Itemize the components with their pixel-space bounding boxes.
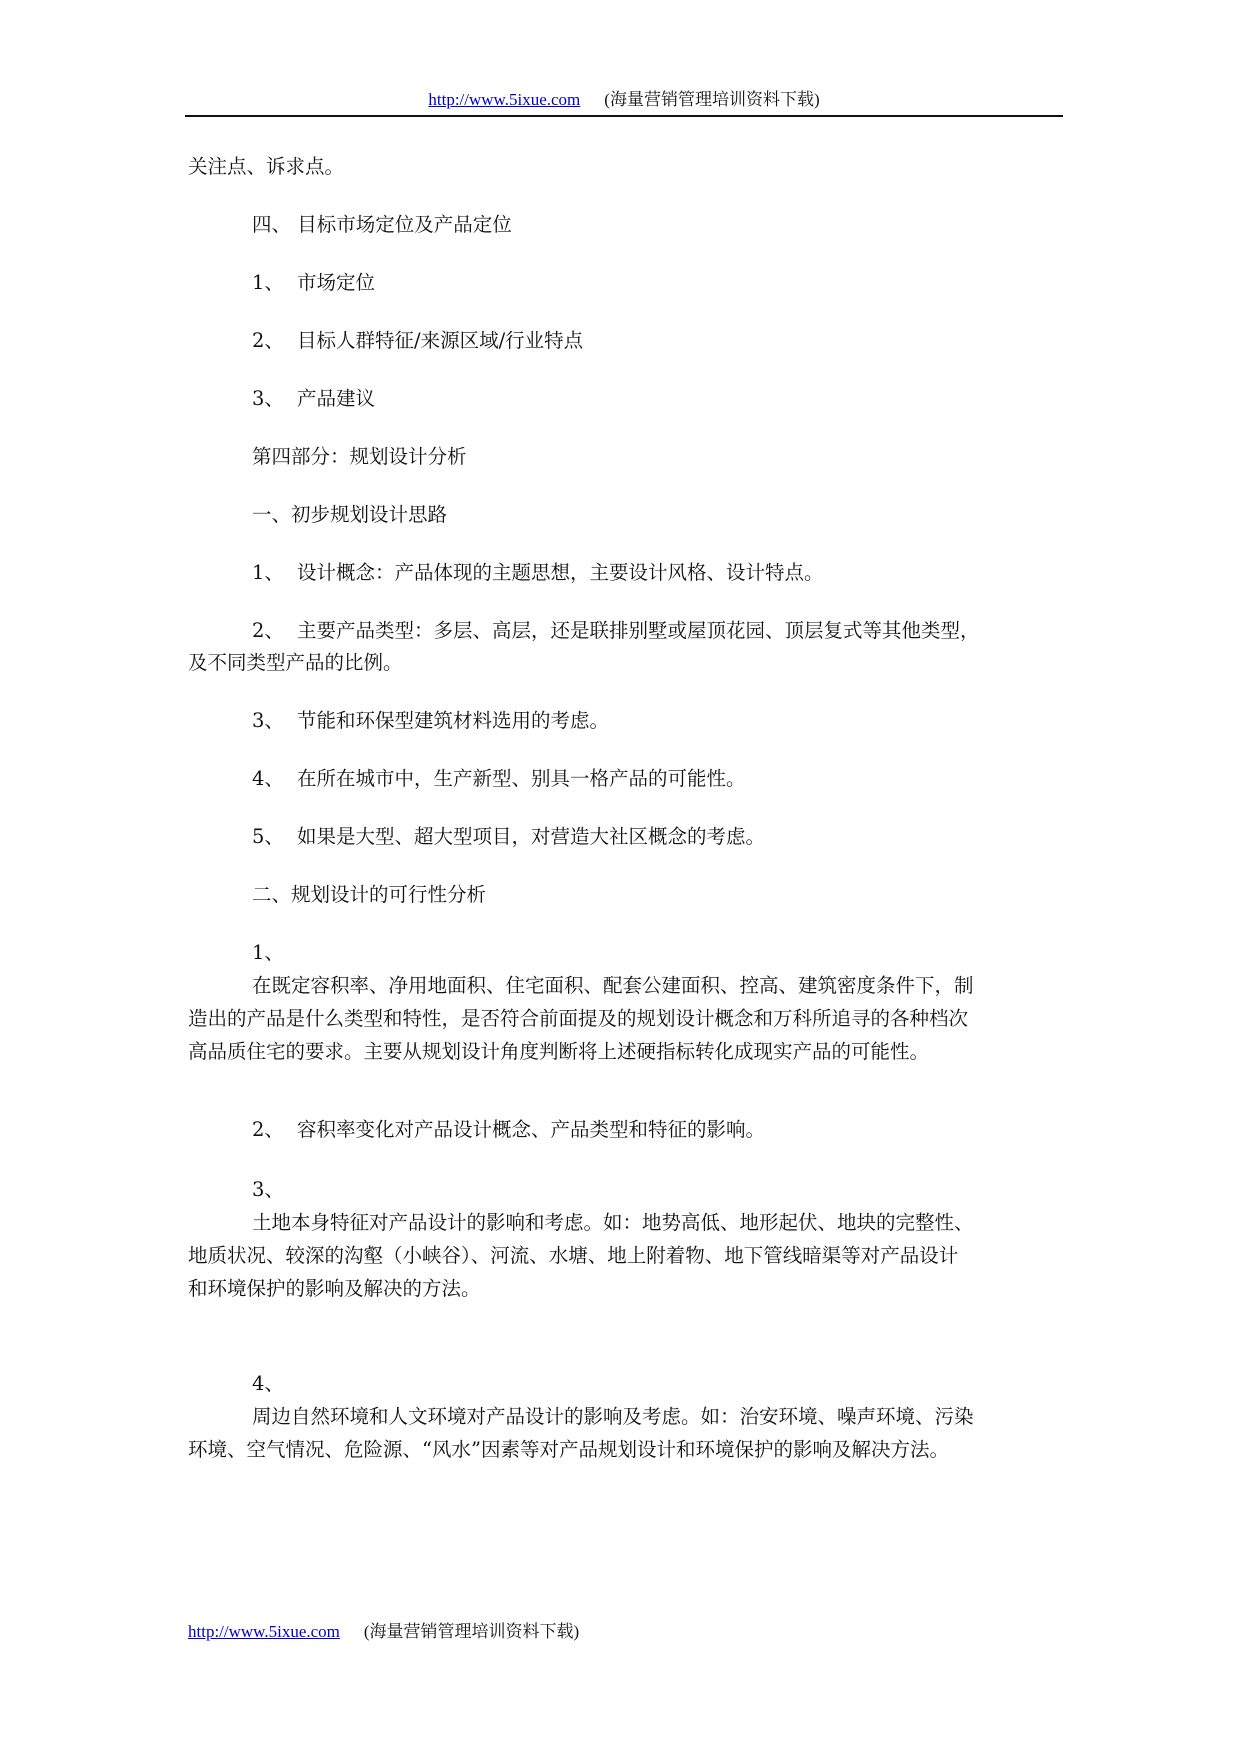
list-text-continuation: 及不同类型产品的比例。 [188,651,403,674]
paragraph-line: 和环境保护的影响及解决的方法。 [188,1277,481,1300]
list-number: 3、 [252,709,284,732]
paragraph-line: 环境、空气情况、危险源、“风水”因素等对产品规划设计和环境保护的影响及解决方法。 [188,1438,949,1461]
list-number: 4、 [252,767,284,790]
list-text: 产品建议 [297,387,376,410]
header-site-link[interactable]: http://www.5ixue.com [428,90,581,109]
paragraph-line: 土地本身特征对产品设计的影响和考虑。如：地势高低、地形起伏、地块的完整性、 [252,1211,974,1234]
list-item [252,266,375,299]
list-text: 在所在城市中，生产新型、别具一格产品的可能性。 [297,767,746,790]
paragraph-line: 关注点、诉求点。 [188,155,345,178]
page-header [185,88,1063,112]
list-item [252,762,746,795]
list-text: 目标人群特征/来源区域/行业特点 [297,329,584,352]
list-text: 设计概念：产品体现的主题思想，主要设计风格、设计特点。 [297,561,824,584]
section-heading: 二、规划设计的可行性分析 [252,883,487,906]
section-heading: 一、初步规划设计思路 [252,503,448,526]
paragraph-line: 造出的产品是什么类型和特性，是否符合前面提及的规划设计概念和万科所追寻的各种档次 [188,1007,969,1030]
list-number: 1、 [252,941,284,964]
list-text: 节能和环保型建筑材料选用的考虑。 [297,709,610,732]
section-heading: 四、 目标市场定位及产品定位 [252,213,512,236]
list-number: 2、 [252,329,284,352]
paragraph-line: 在既定容积率、净用地面积、住宅面积、配套公建面积、控高、建筑密度条件下，制 [252,974,974,997]
list-number: 3、 [252,387,284,410]
list-text: 主要产品类型：多层、高层，还是联排别墅或屋顶花园、顶层复式等其他类型， [297,619,980,642]
paragraph-line: 高品质住宅的要求。主要从规划设计角度判断将上述硬指标转化成现实产品的可能性。 [188,1040,930,1063]
list-number: 4、 [252,1372,284,1395]
header-divider [185,115,1063,117]
list-item [252,820,765,853]
list-number: 2、 [252,1118,284,1141]
list-text: 如果是大型、超大型项目，对营造大社区概念的考虑。 [297,825,766,848]
footer-site-link[interactable]: http://www.5ixue.com [188,1622,340,1641]
part-heading: 第四部分：规划设计分析 [252,445,467,468]
header-note: (海量营销管理培训资料下载) [604,90,820,109]
list-number: 5、 [252,825,284,848]
list-item [252,614,980,647]
list-item [252,382,375,415]
list-number: 1、 [252,271,284,294]
list-item [252,324,583,357]
list-text: 市场定位 [297,271,376,294]
list-item [252,556,824,589]
paragraph-line: 地质状况、较深的沟壑（小峡谷）、河流、水塘、地上附着物、地下管线暗渠等对产品设计 [188,1244,959,1267]
list-text: 容积率变化对产品设计概念、产品类型和特征的影响。 [297,1118,766,1141]
list-number: 3、 [252,1178,284,1201]
list-item [252,704,609,737]
list-item [252,1113,765,1146]
list-number: 1、 [252,561,284,584]
page-footer [188,1620,579,1644]
footer-note: (海量营销管理培训资料下载) [363,1622,580,1641]
paragraph-line: 周边自然环境和人文环境对产品设计的影响及考虑。如：治安环境、噪声环境、污染 [252,1405,974,1428]
list-number: 2、 [252,619,284,642]
